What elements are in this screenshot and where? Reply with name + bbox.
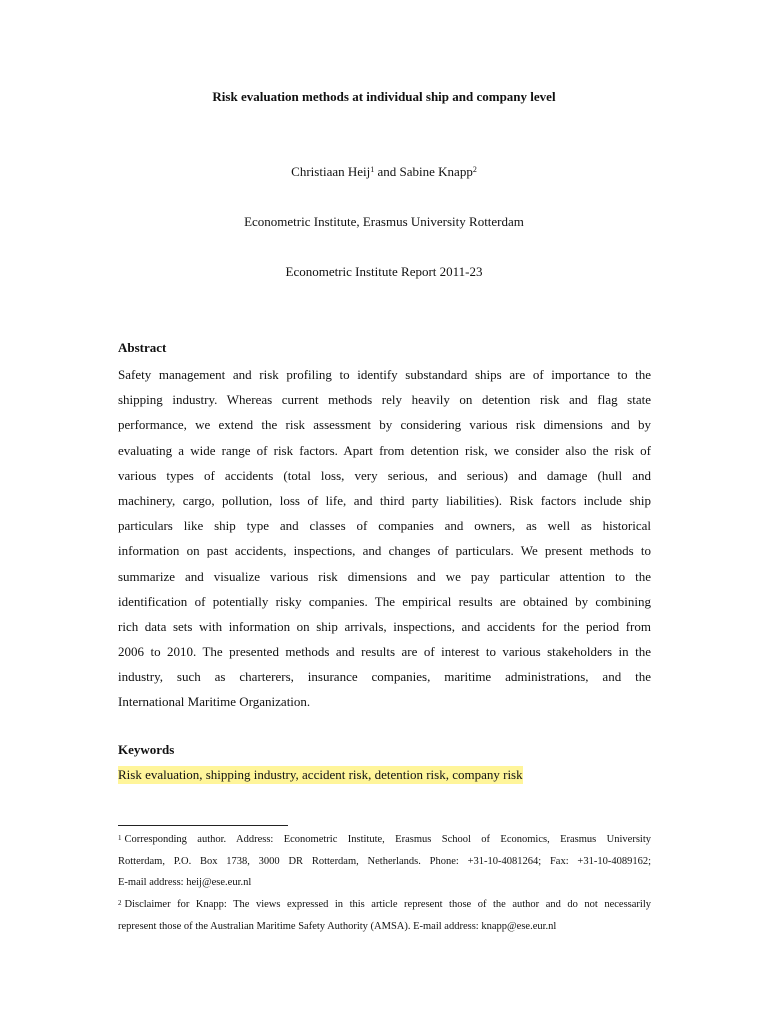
abstract-line: 2006 to 2010. The presented methods and results are of interest to various stakeholders in the [118, 644, 651, 660]
abstract-line: performance, we extend the risk assessment by considering various risk dimensions and by [118, 417, 651, 433]
footnote-marker: 2 [118, 899, 122, 908]
abstract-line: industry, such as charterers, insurance companies, maritime administrations, and the [118, 669, 651, 685]
footnote-marker: 1 [118, 834, 122, 842]
author-conjunction: and [374, 164, 400, 179]
report-number: Econometric Institute Report 2011-23 [285, 264, 483, 279]
footnote-1-line: Rotterdam, P.O. Box 1738, 3000 DR Rotterdam, Netherlands. Phone: +31-10-4081264; Fax: +31-10-4089162; [118, 855, 651, 867]
footnote-2-line: represent those of the Australian Maritime Safety Authority (AMSA). E-mail address: knapp@ese.eur.nl [118, 920, 557, 932]
abstract-line: information on past accidents, inspections, and changes of particulars. We present methods to [118, 543, 651, 559]
footnote-separator [118, 825, 288, 826]
author-name: Christiaan Heij [291, 164, 371, 179]
footnote-marker: 1 [370, 165, 375, 174]
abstract-line: Safety management and risk profiling to identify substandard ships are of importance to the [118, 367, 651, 382]
footnotes [118, 829, 651, 937]
keywords-heading: Keywords [118, 742, 175, 757]
footnote-text: Corresponding author. Address: Econometric Institute, Erasmus School of Economics, Erasmus University [124, 834, 651, 845]
footnote-1-line: E-mail address: heij@ese.eur.nl [118, 877, 252, 889]
keywords-list [118, 767, 523, 783]
abstract-line: various types of accidents (total loss, very serious, and serious) and damage (hull and [118, 467, 651, 483]
paper-title: Risk evaluation methods at individual ship and company level [212, 89, 556, 104]
abstract-line: shipping industry. Whereas current methods rely heavily on detention risk and flag state [118, 392, 651, 408]
abstract-line: rich data sets with information on ship arrivals, inspections, and accidents for the period from [118, 618, 651, 634]
abstract-line: International Maritime Organization. [118, 694, 311, 710]
abstract-line: identification of potentially risky companies. The empirical results are obtained by combining [118, 593, 651, 609]
footnote-2-line [118, 894, 651, 916]
affiliation: Econometric Institute, Erasmus University Rotterdam [244, 214, 524, 229]
abstract-line: machinery, cargo, pollution, loss of life, and third party liabilities). Risk factors include ship [118, 492, 651, 508]
footnote-text: Disclaimer for Knapp: The views expressed in this article represent those of the author and do not necessarily [124, 899, 651, 911]
abstract-line: particulars like ship type and classes of companies and owners, as well as historical [118, 518, 651, 534]
highlighted-keywords: Risk evaluation, shipping industry, accident risk, detention risk, company risk [118, 767, 523, 782]
abstract-line: evaluating a wide range of risk factors. Apart from detention risk, we consider also the risk of [118, 442, 651, 458]
author-line [0, 164, 768, 180]
footnote-marker: 2 [472, 165, 477, 174]
author-name: Sabine Knapp [399, 164, 473, 179]
abstract-heading: Abstract [118, 340, 167, 355]
abstract-body [118, 362, 651, 715]
abstract-line: summarize and visualize various risk dimensions and we pay particular attention to the [118, 568, 651, 584]
footnote-1-line [118, 829, 651, 851]
